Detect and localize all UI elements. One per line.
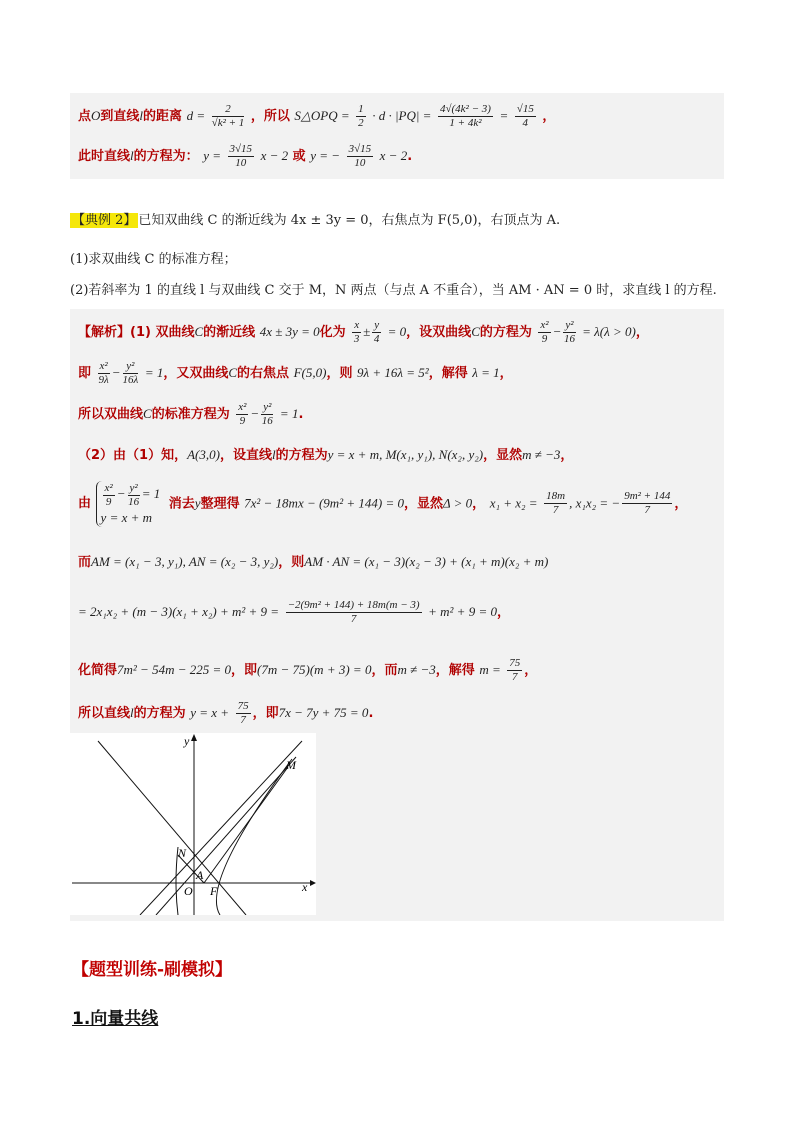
math: l: [130, 148, 134, 163]
text: 到直线: [100, 109, 140, 124]
text: ，设双曲线: [406, 325, 472, 340]
math: C: [228, 365, 238, 380]
numerator: y²: [129, 481, 138, 494]
math: S△OPQ =: [294, 108, 350, 123]
text: ，而: [371, 663, 398, 678]
text: ，解得: [428, 366, 468, 381]
text: ，显然: [403, 496, 443, 512]
text: 所以直线: [78, 706, 131, 721]
point-M-label: M: [286, 758, 296, 772]
denominator: √k² + 1: [211, 117, 245, 129]
numerator: y²: [565, 319, 574, 331]
numerator: 2: [212, 103, 245, 117]
denominator: 7: [350, 613, 357, 625]
denominator: 3: [353, 333, 360, 345]
fraction: [372, 319, 381, 346]
text: 所以双曲线: [78, 407, 144, 422]
math: , x₁x₂ = −: [569, 495, 621, 511]
fraction: [356, 103, 366, 130]
math: = 1: [279, 406, 299, 421]
denominator: 10: [354, 157, 366, 169]
x-axis-label: x: [302, 880, 308, 894]
text: .: [298, 407, 304, 422]
question-2: (2)若斜率为 1 的直线 l 与双曲线 C 交于 M，N 两点（与点 A 不重合），当 AM · AN = 0 时，求直线 l 的方程.: [70, 283, 717, 298]
numerator: x²: [540, 319, 549, 331]
denominator: 9: [541, 333, 548, 345]
math: −: [116, 486, 126, 501]
text: 消去: [168, 496, 195, 512]
math: 7x − 7y + 75 = 0: [278, 705, 369, 720]
math: = 1: [141, 486, 161, 501]
equation-system: [96, 481, 161, 527]
numerator: 18m: [546, 490, 566, 503]
denominator: 16: [128, 495, 140, 508]
asymptote-1: [98, 741, 246, 915]
math: 4x ± 3y = 0: [259, 324, 320, 339]
fraction: [103, 482, 115, 509]
fraction: [236, 700, 251, 727]
text: 的方程为: [133, 706, 186, 721]
numerator: 75: [237, 700, 249, 712]
system-row-1: [101, 481, 161, 509]
text: 即: [78, 366, 92, 381]
math: −: [111, 365, 121, 380]
numerator: 75: [509, 657, 521, 669]
text: ，即: [252, 706, 279, 721]
solution-line-4: [78, 446, 573, 465]
fraction: [538, 319, 550, 346]
fraction: [236, 401, 248, 428]
math: 7m² − 54m − 225 = 0: [117, 662, 232, 677]
math: C: [143, 406, 152, 421]
text: 化为: [319, 325, 346, 340]
text: ，: [674, 496, 688, 512]
math: y: [194, 495, 201, 511]
text: ，: [499, 366, 513, 381]
math: l: [130, 705, 134, 720]
fraction: [544, 490, 567, 517]
math: m =: [479, 662, 501, 677]
numerator: 3√15: [229, 143, 253, 155]
denominator: 16: [261, 415, 273, 427]
math: O: [91, 108, 101, 123]
text: 的方程为: [275, 448, 328, 463]
denominator: 7: [240, 714, 246, 726]
solution-line-8: [78, 657, 537, 684]
math: = λ(λ > 0): [582, 324, 636, 339]
point-N-label: N: [178, 846, 187, 860]
asymptote-2: [140, 741, 302, 915]
question-1: (1)求双曲线 C 的标准方程；: [70, 252, 237, 267]
text: ，: [524, 663, 538, 678]
text: 而: [78, 555, 92, 570]
fraction: [622, 490, 672, 517]
math: + m² + 9 = 0: [428, 604, 497, 619]
fraction: [212, 103, 245, 130]
denominator: 7: [644, 504, 651, 517]
math: · d · |PQ| =: [372, 108, 432, 123]
text: ，所以: [250, 109, 290, 124]
text: ，: [472, 496, 486, 512]
math: ±: [363, 324, 371, 339]
math: y =: [203, 148, 221, 163]
numerator: x²: [104, 481, 113, 494]
solution-line-1: [78, 319, 649, 346]
solution-line-9: [78, 700, 373, 727]
numerator: y: [374, 319, 380, 331]
numerator: 9m² + 144: [624, 490, 671, 503]
text: 此时直线: [78, 149, 131, 164]
math: −: [552, 324, 562, 339]
text: ，解得: [435, 663, 475, 678]
system-row-2: y = x + m: [100, 509, 153, 525]
denominator: 9: [239, 415, 246, 427]
section-title: 【题型训练-刷模拟】: [72, 960, 233, 980]
numerator: 4√(4k² − 3): [439, 103, 491, 115]
example-stem-text: 已知双曲线 C 的渐近线为 4x ± 3y = 0，右焦点为 F(5,0)，右顶点为 A.: [138, 213, 561, 228]
fraction: [515, 103, 536, 130]
fraction: [228, 143, 255, 170]
fraction: [563, 319, 575, 346]
fraction: [347, 143, 374, 170]
line-equation-line: [78, 143, 412, 170]
solution-line-6: [78, 553, 548, 572]
denominator: 16: [563, 333, 575, 345]
text: （2）由（1）知，: [78, 448, 188, 463]
math: C: [471, 324, 480, 339]
text: 的距离: [143, 109, 183, 124]
math: C: [194, 324, 204, 339]
numerator: −2(9m² + 144) + 18m(m − 3): [287, 599, 420, 611]
text: ，又双曲线: [163, 366, 229, 381]
y-axis-label: y: [184, 734, 190, 748]
denominator: 2: [358, 117, 364, 129]
denominator: 4: [373, 333, 380, 345]
text: ，则: [326, 366, 353, 381]
distance-line: [78, 103, 555, 130]
text: 整理得: [200, 496, 240, 512]
hyperbola-figure: [70, 733, 316, 915]
math: 9λ + 16λ = 5²: [356, 365, 429, 380]
math: −: [250, 406, 260, 421]
text: ，则: [278, 555, 305, 570]
solution-line-3: [78, 401, 303, 428]
fraction: [438, 103, 493, 130]
math: m ≠ −3: [397, 662, 436, 677]
math: l: [139, 108, 144, 123]
solution-line-7: [78, 599, 510, 626]
math: Δ > 0: [442, 495, 473, 511]
fraction: [507, 657, 522, 684]
text: 或: [292, 149, 306, 164]
numerator: x: [354, 319, 360, 331]
math: x₁ + x₂ =: [489, 495, 538, 511]
x-axis-arrow-icon: [310, 880, 316, 886]
text: 点: [78, 109, 92, 124]
text: ，: [542, 109, 556, 124]
point-A-label: A: [196, 868, 204, 882]
denominator: 9λ: [98, 374, 109, 386]
math: AM · AN = (x₁ − 3)(x₂ − 3) + (x₁ + m)(x₂ + m): [304, 554, 549, 569]
fraction: [128, 482, 140, 509]
fraction: [98, 360, 110, 387]
example-label: 【典例 2】: [72, 213, 137, 228]
fraction: [286, 599, 422, 626]
sub-title: 1.向量共线: [72, 1009, 159, 1029]
math: y = x + m, M(x₁, y₁), N(x₂, y₂): [327, 447, 484, 462]
hyperbola-right-branch: [216, 759, 292, 915]
math: y = −: [310, 148, 341, 163]
text: .: [407, 149, 413, 164]
previous-solution-block: [70, 93, 724, 179]
text: 的标准方程为: [151, 407, 230, 422]
math: = 1: [144, 365, 164, 380]
text: ，: [560, 448, 574, 463]
numerator: y²: [123, 360, 139, 374]
math: 7x² − 18mx − (9m² + 144) = 0: [244, 495, 404, 511]
denominator: 10: [235, 157, 247, 169]
denominator: 16λ: [122, 374, 139, 386]
math: =: [499, 108, 509, 123]
text: 的方程为: [479, 325, 532, 340]
text: 由: [78, 495, 92, 511]
math: m ≠ −3: [522, 447, 561, 462]
math: A(3,0): [187, 447, 220, 462]
text: 化简得: [78, 663, 118, 678]
numerator: x²: [238, 401, 247, 413]
y-axis-arrow-icon: [191, 734, 197, 741]
segment-AM: [204, 767, 288, 883]
text: 的右焦点: [237, 366, 290, 381]
math: d =: [186, 108, 206, 123]
fraction: [352, 319, 361, 346]
solution-line-2: [78, 360, 513, 387]
math: F(5,0): [293, 365, 327, 380]
math: λ = 1: [472, 365, 500, 380]
math: l: [271, 447, 276, 462]
denominator: 1 + 4k²: [449, 117, 482, 129]
math: x − 2: [379, 148, 408, 163]
numerator: 3√15: [348, 143, 372, 155]
text: .: [368, 706, 374, 721]
math: = 2x₁x₂ + (m − 3)(x₁ + x₂) + m² + 9 =: [78, 604, 280, 619]
point-F-label: F: [210, 884, 218, 898]
fraction: [261, 401, 273, 428]
math: (7m − 75)(m + 3) = 0: [257, 662, 372, 677]
text: ，: [496, 605, 510, 620]
denominator: 7: [512, 671, 518, 683]
text: ，即: [231, 663, 258, 678]
solution-line-5: [78, 481, 687, 527]
text: 【解析】(1) 双曲线: [78, 325, 195, 340]
text: 的渐近线: [203, 325, 256, 340]
figure-svg: [70, 733, 316, 915]
example-stem: [70, 212, 560, 230]
math: AM = (x₁ − 3, y₁), AN = (x₂ − 3, y₂): [91, 554, 279, 569]
math: y = x +: [190, 705, 230, 720]
text: 的方程为：: [133, 149, 199, 164]
denominator: 9: [105, 495, 112, 508]
denominator: 4: [522, 117, 529, 129]
text: ，: [635, 325, 649, 340]
point-O-label: O: [184, 884, 193, 898]
fraction: [123, 360, 139, 387]
numerator: x²: [99, 360, 108, 372]
text: ，显然: [483, 448, 523, 463]
numerator: 1: [358, 103, 364, 115]
math: = 0: [387, 324, 407, 339]
denominator: 7: [552, 504, 559, 517]
numerator: y²: [263, 401, 272, 413]
numerator: √15: [516, 103, 534, 115]
text: ，设直线: [219, 448, 272, 463]
math: x − 2: [260, 148, 289, 163]
